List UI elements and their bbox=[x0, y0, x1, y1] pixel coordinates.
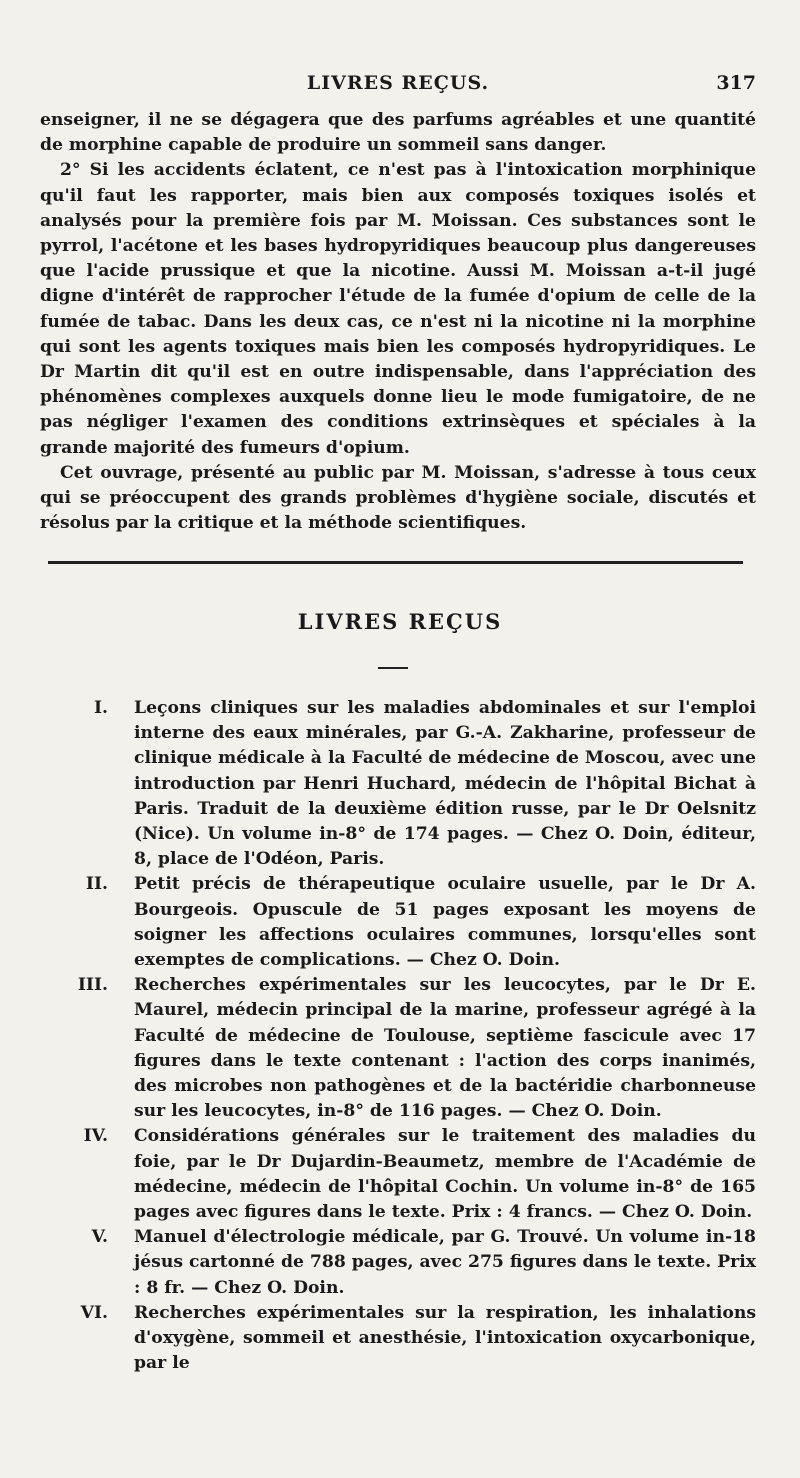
list-item bbox=[40, 872, 756, 973]
item-number: VI. bbox=[80, 1302, 108, 1323]
list-item bbox=[40, 1225, 756, 1301]
list-item bbox=[40, 1124, 756, 1225]
paragraph: 2° Si les accidents éclatent, ce n'est pas à l'intoxication morphinique qu'il faut les rapporter, mais bien aux composés toxiques isolés et analysés pour la première fois par M. Moissan. Ces substances sont le pyrrol, l'acétone et les bases hydropyridiques beaucoup plus dangereuses que l'acide prussique et que la nicotine. Aussi M. Moissan a-t-il jugé digne d'intérêt de rapprocher l'étude de la fumée d'opium de celle de la fumée de tabac. Dans les deux cas, ce n'est ni la nicotine ni la morphine qui sont les agents toxiques mais bien les composés hydropyridiques. Le Dr Martin dit qu'il est en outre indispensable, dans l'appréciation des phénomènes complexes auxquels donne lieu le mode fumigatoire, de ne pas négliger l'examen des conditions extrinsèques et spéciales à la grande majorité des fumeurs d'opium. bbox=[40, 160, 756, 458]
item-text: Recherches expérimentales sur les leucocytes, par le Dr E. Maurel, médecin principal de la marine, professeur agrégé à la Faculté de médecine de Toulouse, septième fascicule avec 17 figures dans le texte contenant : l'action des corps inanimés, des microbes non pathogènes et de la bactéridie charbonneuse sur les leucocytes, in-8° de 116 pages. — Chez O. Doin. bbox=[134, 975, 756, 1122]
list-item bbox=[40, 973, 756, 1124]
item-number: V. bbox=[91, 1227, 108, 1248]
item-text: Recherches expérimentales sur la respiration, les inhalations d'oxygène, sommeil et anesthésie, l'intoxication oxycarbonique, par le bbox=[134, 1302, 756, 1374]
book-list bbox=[40, 696, 756, 1376]
page-number: 317 bbox=[716, 72, 756, 94]
item-number: I. bbox=[93, 698, 108, 718]
running-title: LIVRES REÇUS. bbox=[306, 72, 490, 94]
list-item bbox=[40, 696, 756, 872]
item-text: Leçons cliniques sur les maladies abdominales et sur l'emploi interne des eaux minérales, par G.-A. Zakharine, professeur de clinique médicale à la Faculté de médecine de Moscou, avec une introduction par Henri Huchard, médecin de l'hôpital Bichat à Paris. Traduit de la deuxième édition russe, par le Dr Oelsnitz (Nice). Un volume in-8° de 174 pages. — Chez O. Doin, éditeur, 8, place de l'Odéon, Paris. bbox=[134, 698, 756, 870]
item-text: Considérations générales sur le traitement des maladies du foie, par le Dr Dujardin-Beaumetz, membre de l'Académie de médecine, médecin de l'hôpital Cochin. Un volume in-8° de 165 pages avec figures dans le texte. Prix : 4 francs. — Chez O. Doin. bbox=[134, 1126, 756, 1223]
item-number: II. bbox=[85, 874, 108, 895]
title-dash bbox=[378, 667, 408, 669]
list-item bbox=[40, 1301, 756, 1377]
item-number: III. bbox=[77, 975, 108, 996]
running-header bbox=[40, 72, 756, 102]
section-title: LIVRES REÇUS bbox=[297, 609, 503, 634]
section-divider bbox=[48, 561, 743, 564]
item-text: Manuel d'électrologie médicale, par G. Trouvé. Un volume in-18 jésus cartonné de 788 pages, avec 275 figures dans le texte. Prix : 8 fr. — Chez O. Doin. bbox=[134, 1227, 757, 1298]
paragraph: Cet ouvrage, présenté au public par M. Moissan, s'adresse à tous ceux qui se préoccupent des grands problèmes d'hygiène sociale, discutés et résolus par la critique et la méthode scientifiques. bbox=[40, 462, 756, 534]
item-number: IV. bbox=[83, 1126, 108, 1147]
body-text bbox=[40, 108, 756, 536]
item-text: Petit précis de thérapeutique oculaire usuelle, par le Dr A. Bourgeois. Opuscule de 51 pages exposant les moyens de soigner les affections oculaires communes, lorsqu'elles sont exemptes de complications. — Chez O. Doin. bbox=[134, 874, 756, 971]
paragraph: enseigner, il ne se dégagera que des parfums agréables et une quantité de morphine capable de produire un sommeil sans danger. bbox=[40, 110, 756, 156]
